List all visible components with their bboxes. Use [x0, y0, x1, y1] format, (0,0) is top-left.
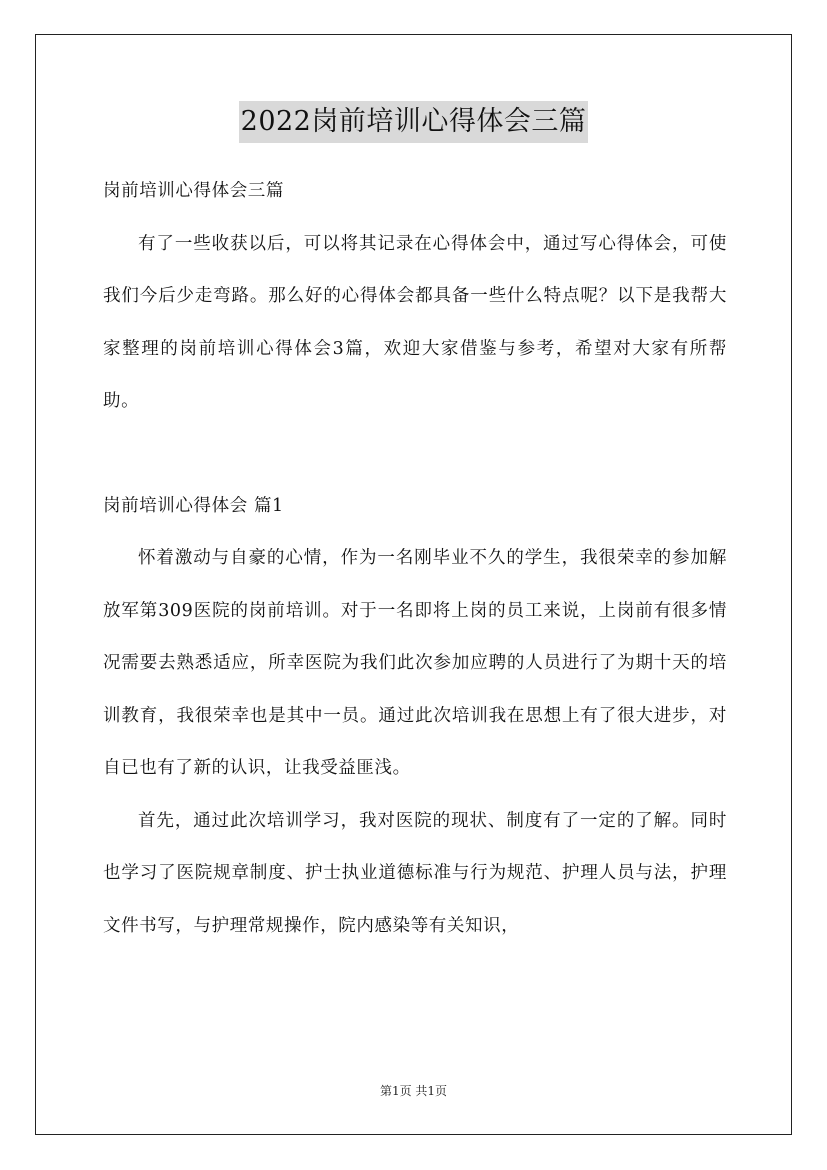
section-heading: 岗前培训心得体会 篇1 [103, 495, 284, 516]
page-footer: 第1页 共1页 [379, 1084, 448, 1098]
title-container [0, 101, 827, 143]
document-title: 2022岗前培训心得体会三篇 [239, 101, 589, 143]
document-body [103, 165, 727, 952]
section-paragraph-2: 首先，通过此次培训学习，我对医院的现状、制度有了一定的了解。同时也学习了医院规章制度、护士执业道德标准与行为规范、护理人员与法，护理文件书写，与护理常规操作，院内感染等有关知识， [103, 810, 727, 936]
intro-paragraph: 有了一些收获以后，可以将其记录在心得体会中，通过写心得体会，可使我们今后少走弯路。那么好的心得体会都具备一些什么特点呢？以下是我帮大家整理的岗前培训心得体会3篇，欢迎大家借鉴与参考，希望对大家有所帮助。 [103, 233, 727, 411]
subtitle-heading: 岗前培训心得体会三篇 [103, 181, 284, 201]
section-paragraph-1: 怀着激动与自豪的心情，作为一名刚毕业不久的学生，我很荣幸的参加解放军第309医院的岗前培训。对于一名即将上岗的员工来说，上岗前有很多情况需要去熟悉适应，所幸医院为我们此次参加应聘的人员进行了为期十天的培训教育，我很荣幸也是其中一员。通过此次培训我在思想上有了很大进步，对自已也有了新的认识，让我受益匪浅。 [103, 548, 727, 778]
blank-line [103, 428, 727, 480]
